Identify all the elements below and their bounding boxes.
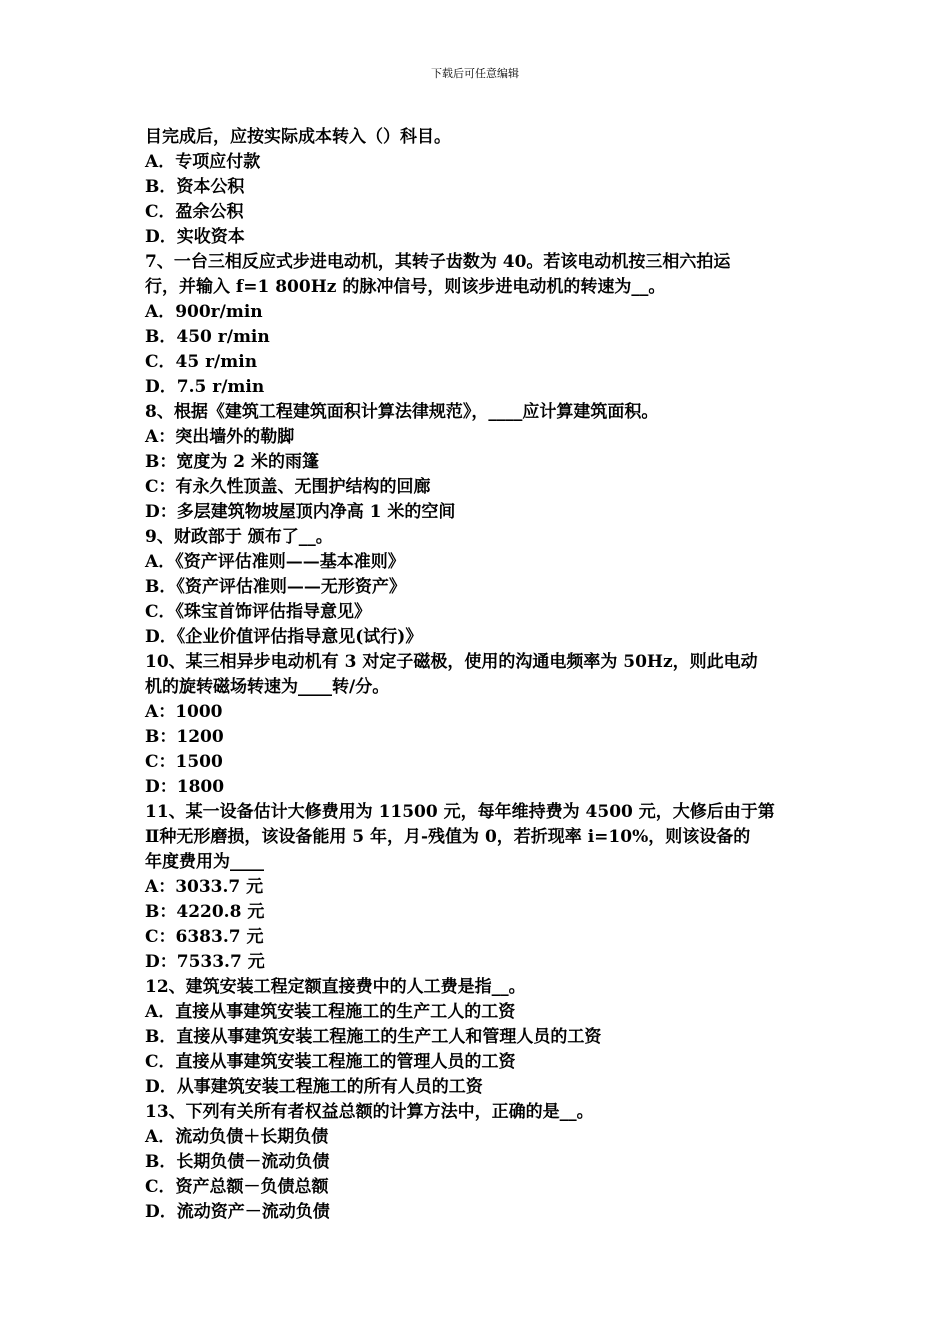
question-11-option-d: D：7533.7 元 <box>145 952 265 972</box>
question-11-stem-line-3: 年度费用为____ <box>145 852 264 872</box>
question-6-option-c: C．盈余公积 <box>145 202 244 222</box>
question-7-option-d: D．7.5 r/min <box>145 377 265 397</box>
question-11-option-b: B：4220.8 元 <box>145 902 265 922</box>
question-7-stem-line-2: 行，并输入 f=1 800Hz 的脉冲信号，则该步进电动机的转速为__。 <box>145 277 666 297</box>
question-7-option-c: C．45 r/min <box>145 352 258 372</box>
question-12-option-c: C．直接从事建筑安装工程施工的管理人员的工资 <box>145 1052 516 1072</box>
question-12-option-a: A．直接从事建筑安装工程施工的生产工人的工资 <box>145 1002 516 1022</box>
question-13-option-c: C．资产总额－负债总额 <box>145 1177 329 1197</box>
question-6-option-b: B．资本公积 <box>145 177 245 197</box>
question-10-option-a: A：1000 <box>145 702 223 722</box>
question-11-option-c: C：6383.7 元 <box>145 927 264 947</box>
question-7-option-a: A．900r/min <box>145 302 263 322</box>
question-12-stem: 12、建筑安装工程定额直接费中的人工费是指__。 <box>145 977 526 997</box>
question-8-option-b: B：宽度为 2 米的雨篷 <box>145 452 320 472</box>
question-9-option-d: D．《企业价值评估指导意见(试行)》 <box>145 627 423 647</box>
question-10-stem-line-2: 机的旋转磁场转速为____转/分。 <box>145 677 390 697</box>
question-8-option-c: C：有永久性顶盖、无围护结构的回廊 <box>145 477 431 497</box>
question-13-option-b: B．长期负债－流动负债 <box>145 1152 330 1172</box>
question-8-option-a: A：突出墙外的勒脚 <box>145 427 295 447</box>
question-6-option-d: D．实收资本 <box>145 227 245 247</box>
question-9-option-b: B．《资产评估准则——无形资产》 <box>145 577 406 597</box>
question-13-stem: 13、下列有关所有者权益总额的计算方法中，正确的是__。 <box>145 1102 594 1122</box>
question-13-option-d: D．流动资产－流动负债 <box>145 1202 330 1222</box>
question-10-option-c: C：1500 <box>145 752 223 772</box>
question-6-stem-end: 目完成后，应按实际成本转入（）科目。 <box>145 127 451 147</box>
question-7-option-b: B．450 r/min <box>145 327 270 347</box>
question-9-option-a: A．《资产评估准则——基本准则》 <box>145 552 405 572</box>
question-9-option-c: C．《珠宝首饰评估指导意见》 <box>145 602 372 622</box>
question-11-stem-line-1: 11、某一设备估计大修费用为 11500 元，每年维持费为 4500 元，大修后由于第 <box>145 802 775 822</box>
page-header-note: 下载后可任意编辑 <box>431 67 519 80</box>
question-11-option-a: A：3033.7 元 <box>145 877 264 897</box>
question-12-option-d: D．从事建筑安装工程施工的所有人员的工资 <box>145 1077 483 1097</box>
question-8-option-d: D：多层建筑物坡屋顶内净高 1 米的空间 <box>145 502 456 522</box>
question-12-option-b: B．直接从事建筑安装工程施工的生产工人和管理人员的工资 <box>145 1027 602 1047</box>
question-7-stem-line-1: 7、一台三相反应式步进电动机，其转子齿数为 40。若该电动机按三相六拍运 <box>145 252 731 272</box>
question-13-option-a: A．流动负债＋长期负债 <box>145 1127 329 1147</box>
question-10-option-d: D：1800 <box>145 777 225 797</box>
question-9-stem: 9、财政部于 颁布了__。 <box>145 527 333 547</box>
question-10-option-b: B：1200 <box>145 727 224 747</box>
question-6-option-a: A．专项应付款 <box>145 152 261 172</box>
question-10-stem-line-1: 10、某三相异步电动机有 3 对定子磁极，使用的沟通电频率为 50Hz，则此电动 <box>145 652 758 672</box>
question-11-stem-line-2: Ⅱ种无形磨损，该设备能用 5 年，月-残值为 0，若折现率 i=10%，则该设备的 <box>145 827 751 847</box>
question-8-stem: 8、根据《建筑工程建筑面积计算法律规范》，____应计算建筑面积。 <box>145 402 659 422</box>
document-body <box>145 125 809 1225</box>
